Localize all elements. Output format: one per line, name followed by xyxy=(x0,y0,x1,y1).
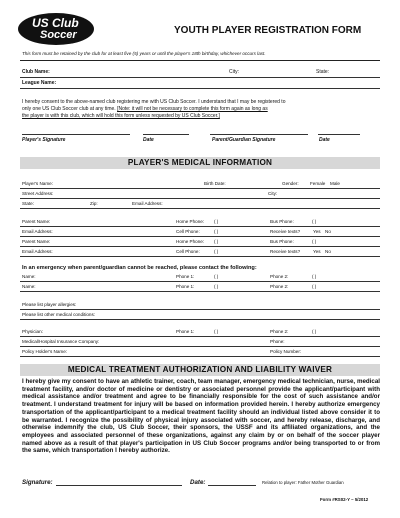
consent-line2 xyxy=(22,106,268,112)
row-line xyxy=(20,198,380,199)
row-line xyxy=(20,356,380,357)
emergency2-phone2-label: Phone 2: xyxy=(270,284,289,289)
phone-parens[interactable]: ( ) xyxy=(312,329,317,334)
gender-male-option[interactable]: Male xyxy=(330,181,340,186)
emergency1-name-label: Name: xyxy=(22,274,36,279)
consent-line3: the player is with this club, which will hold this form unless requested by US Club Soccer.] xyxy=(22,113,220,119)
waiver-text: I hereby give my consent to have an athletic trainer, coach, team manager, emergency medical technician, nurse, medical treatment facility, and/or doctor of medicine or dentistry or associated personnel provide the applicant/participant with medical assistance and/or treatment and agree to be financially responsible for the cost of such assistance and/or treatment. I understand treatment for injury will be based on information provided herein. I hereby authorize emergency transportation of the applicant/participant to a medical treatment facility should an individual listed above consider it to be warranted. I recognize the possibility of physical injury associated with soccer, and hereby release, discharge, and otherwise indemnify the club, US Club Soccer, their sponsors, the USSF and its affiliated organizations, and the employees and associated personnel of these organizations, against any claim by or on behalf of the soccer player named above as a result of that player's participation in US Club Soccer programs and/or being transported to or from the same, which transportation I hereby authorize. xyxy=(22,378,380,455)
parent2-texts-yes[interactable]: Yes xyxy=(313,249,321,254)
gender-label: Gender: xyxy=(282,181,299,186)
row-line xyxy=(20,281,380,282)
date1-label: Date xyxy=(143,137,154,143)
parent2-home-phone-label: Home Phone: xyxy=(176,239,205,244)
final-signature-label: Signature: xyxy=(22,479,53,486)
parent2-texts-no[interactable]: No xyxy=(325,249,331,254)
phone-parens[interactable]: ( ) xyxy=(214,274,219,279)
logo-line2: Soccer xyxy=(40,29,77,41)
phone-parens[interactable]: ( ) xyxy=(312,274,317,279)
date2-label: Date xyxy=(319,137,330,143)
conditions-label: Please list other medical conditions: xyxy=(22,312,96,317)
phone-parens[interactable]: ( ) xyxy=(214,329,219,334)
parent2-texts-label: Receive texts? xyxy=(270,249,301,254)
player-city-label: City: xyxy=(268,191,278,196)
phone-parens[interactable]: ( ) xyxy=(214,239,219,244)
row-line xyxy=(20,236,380,237)
parent1-email-label: Email Address: xyxy=(22,229,53,234)
emergency2-name-label: Name: xyxy=(22,284,36,289)
parent2-bus-phone-label: Bus Phone: xyxy=(270,239,294,244)
physician-label: Physician: xyxy=(22,329,43,334)
insurance-label: Medical/Hospital Insurance Company: xyxy=(22,339,100,344)
logo-line1: US Club xyxy=(32,16,79,30)
phone-parens[interactable]: ( ) xyxy=(214,249,219,254)
policy-holder-label: Policy Holder's Name: xyxy=(22,349,68,354)
final-date-field[interactable] xyxy=(208,485,256,486)
phone-parens[interactable]: ( ) xyxy=(312,239,317,244)
row-line xyxy=(20,188,380,189)
consent-line2-note: [Note: it will not be necessary to complete this form again as long as xyxy=(117,106,268,112)
us-club-soccer-logo xyxy=(18,13,94,45)
allergies-label: Please list player allergies: xyxy=(22,302,77,307)
medical-section-header xyxy=(20,157,380,169)
guardian-signature-label: Parent/Guardian Signature xyxy=(212,137,276,143)
parent2-cell-phone-label: Cell Phone: xyxy=(176,249,200,254)
club-city-label: City: xyxy=(229,69,239,75)
street-address-label: Street Address: xyxy=(22,191,54,196)
waiver-section-header xyxy=(20,364,380,376)
row-line xyxy=(20,208,380,209)
parent1-texts-yes[interactable]: Yes xyxy=(313,229,321,234)
zip-label: Zip: xyxy=(90,201,98,206)
parent1-texts-no[interactable]: No xyxy=(325,229,331,234)
row-line xyxy=(20,246,380,247)
insurance-phone-label: Phone: xyxy=(270,339,285,344)
player-email-label: Email Address: xyxy=(132,201,163,206)
emergency1-phone2-label: Phone 2: xyxy=(270,274,289,279)
final-signature-field[interactable] xyxy=(56,485,182,486)
consent-line1: I hereby consent to the above-named club registering me with US Club Soccer. I understand that I may be registered to xyxy=(22,99,286,105)
parent2-name-label: Parent Name: xyxy=(22,239,51,244)
player-signature-label: Player's Signature xyxy=(22,137,66,143)
club-name-field[interactable] xyxy=(20,77,380,78)
waiver-header-text: MEDICAL TREATMENT AUTHORIZATION AND LIABILITY WAIVER xyxy=(67,365,333,374)
row-line xyxy=(20,256,380,257)
relation-label[interactable]: Relation to player: Father Mother Guardian xyxy=(262,480,344,485)
final-date-label: Date: xyxy=(190,479,206,486)
date2-line[interactable] xyxy=(318,134,360,135)
player-state-label: State: xyxy=(22,201,35,206)
parent1-home-phone-label: Home Phone: xyxy=(176,219,205,224)
parent1-cell-phone-label: Cell Phone: xyxy=(176,229,200,234)
birth-date-label: Birth Date: xyxy=(204,181,226,186)
gender-female-option[interactable]: Female xyxy=(310,181,326,186)
row-line xyxy=(20,291,380,292)
phone-parens[interactable]: ( ) xyxy=(312,219,317,224)
league-name-field[interactable] xyxy=(20,88,380,89)
date1-line[interactable] xyxy=(143,134,189,135)
phone-parens[interactable]: ( ) xyxy=(214,284,219,289)
policy-number-label: Policy Number: xyxy=(270,349,302,354)
physician-phone2-label: Phone 2: xyxy=(270,329,289,334)
physician-phone1-label: Phone 1: xyxy=(176,329,195,334)
row-line xyxy=(20,226,380,227)
emergency-heading: In an emergency when parent/guardian cannot be reached, please contact the following: xyxy=(22,265,257,271)
parent1-texts-label: Receive texts? xyxy=(270,229,301,234)
allergies-field[interactable] xyxy=(20,309,380,310)
club-name-label: Club Name: xyxy=(22,69,50,75)
conditions-field[interactable] xyxy=(20,319,380,320)
medical-header-text: PLAYER'S MEDICAL INFORMATION xyxy=(127,158,273,167)
parent1-bus-phone-label: Bus Phone: xyxy=(270,219,294,224)
parent1-name-label: Parent Name: xyxy=(22,219,51,224)
league-name-label: League Name: xyxy=(22,80,57,86)
club-state-label: State: xyxy=(316,69,330,75)
phone-parens[interactable]: ( ) xyxy=(214,219,219,224)
retention-note: This form must be retained by the club for at least five (5) years or until the player's 18th birthday, whichever occurs last. xyxy=(22,51,266,56)
emergency1-phone1-label: Phone 1: xyxy=(176,274,195,279)
row-line xyxy=(20,336,380,337)
player-name-label: Player's Name: xyxy=(22,181,54,186)
player-signature-line[interactable] xyxy=(22,134,130,135)
consent-line2-plain: only one US Club Soccer club at any time. xyxy=(22,106,116,112)
guardian-signature-line[interactable] xyxy=(210,134,308,135)
phone-parens[interactable]: ( ) xyxy=(312,284,317,289)
form-title: YOUTH PLAYER REGISTRATION FORM xyxy=(174,25,362,36)
form-number: Form #RS02-Y – 5/2012 xyxy=(320,497,369,502)
parent2-email-label: Email Address: xyxy=(22,249,53,254)
emergency2-phone1-label: Phone 1: xyxy=(176,284,195,289)
row-line xyxy=(20,346,380,347)
divider xyxy=(20,60,380,61)
phone-parens[interactable]: ( ) xyxy=(214,229,219,234)
